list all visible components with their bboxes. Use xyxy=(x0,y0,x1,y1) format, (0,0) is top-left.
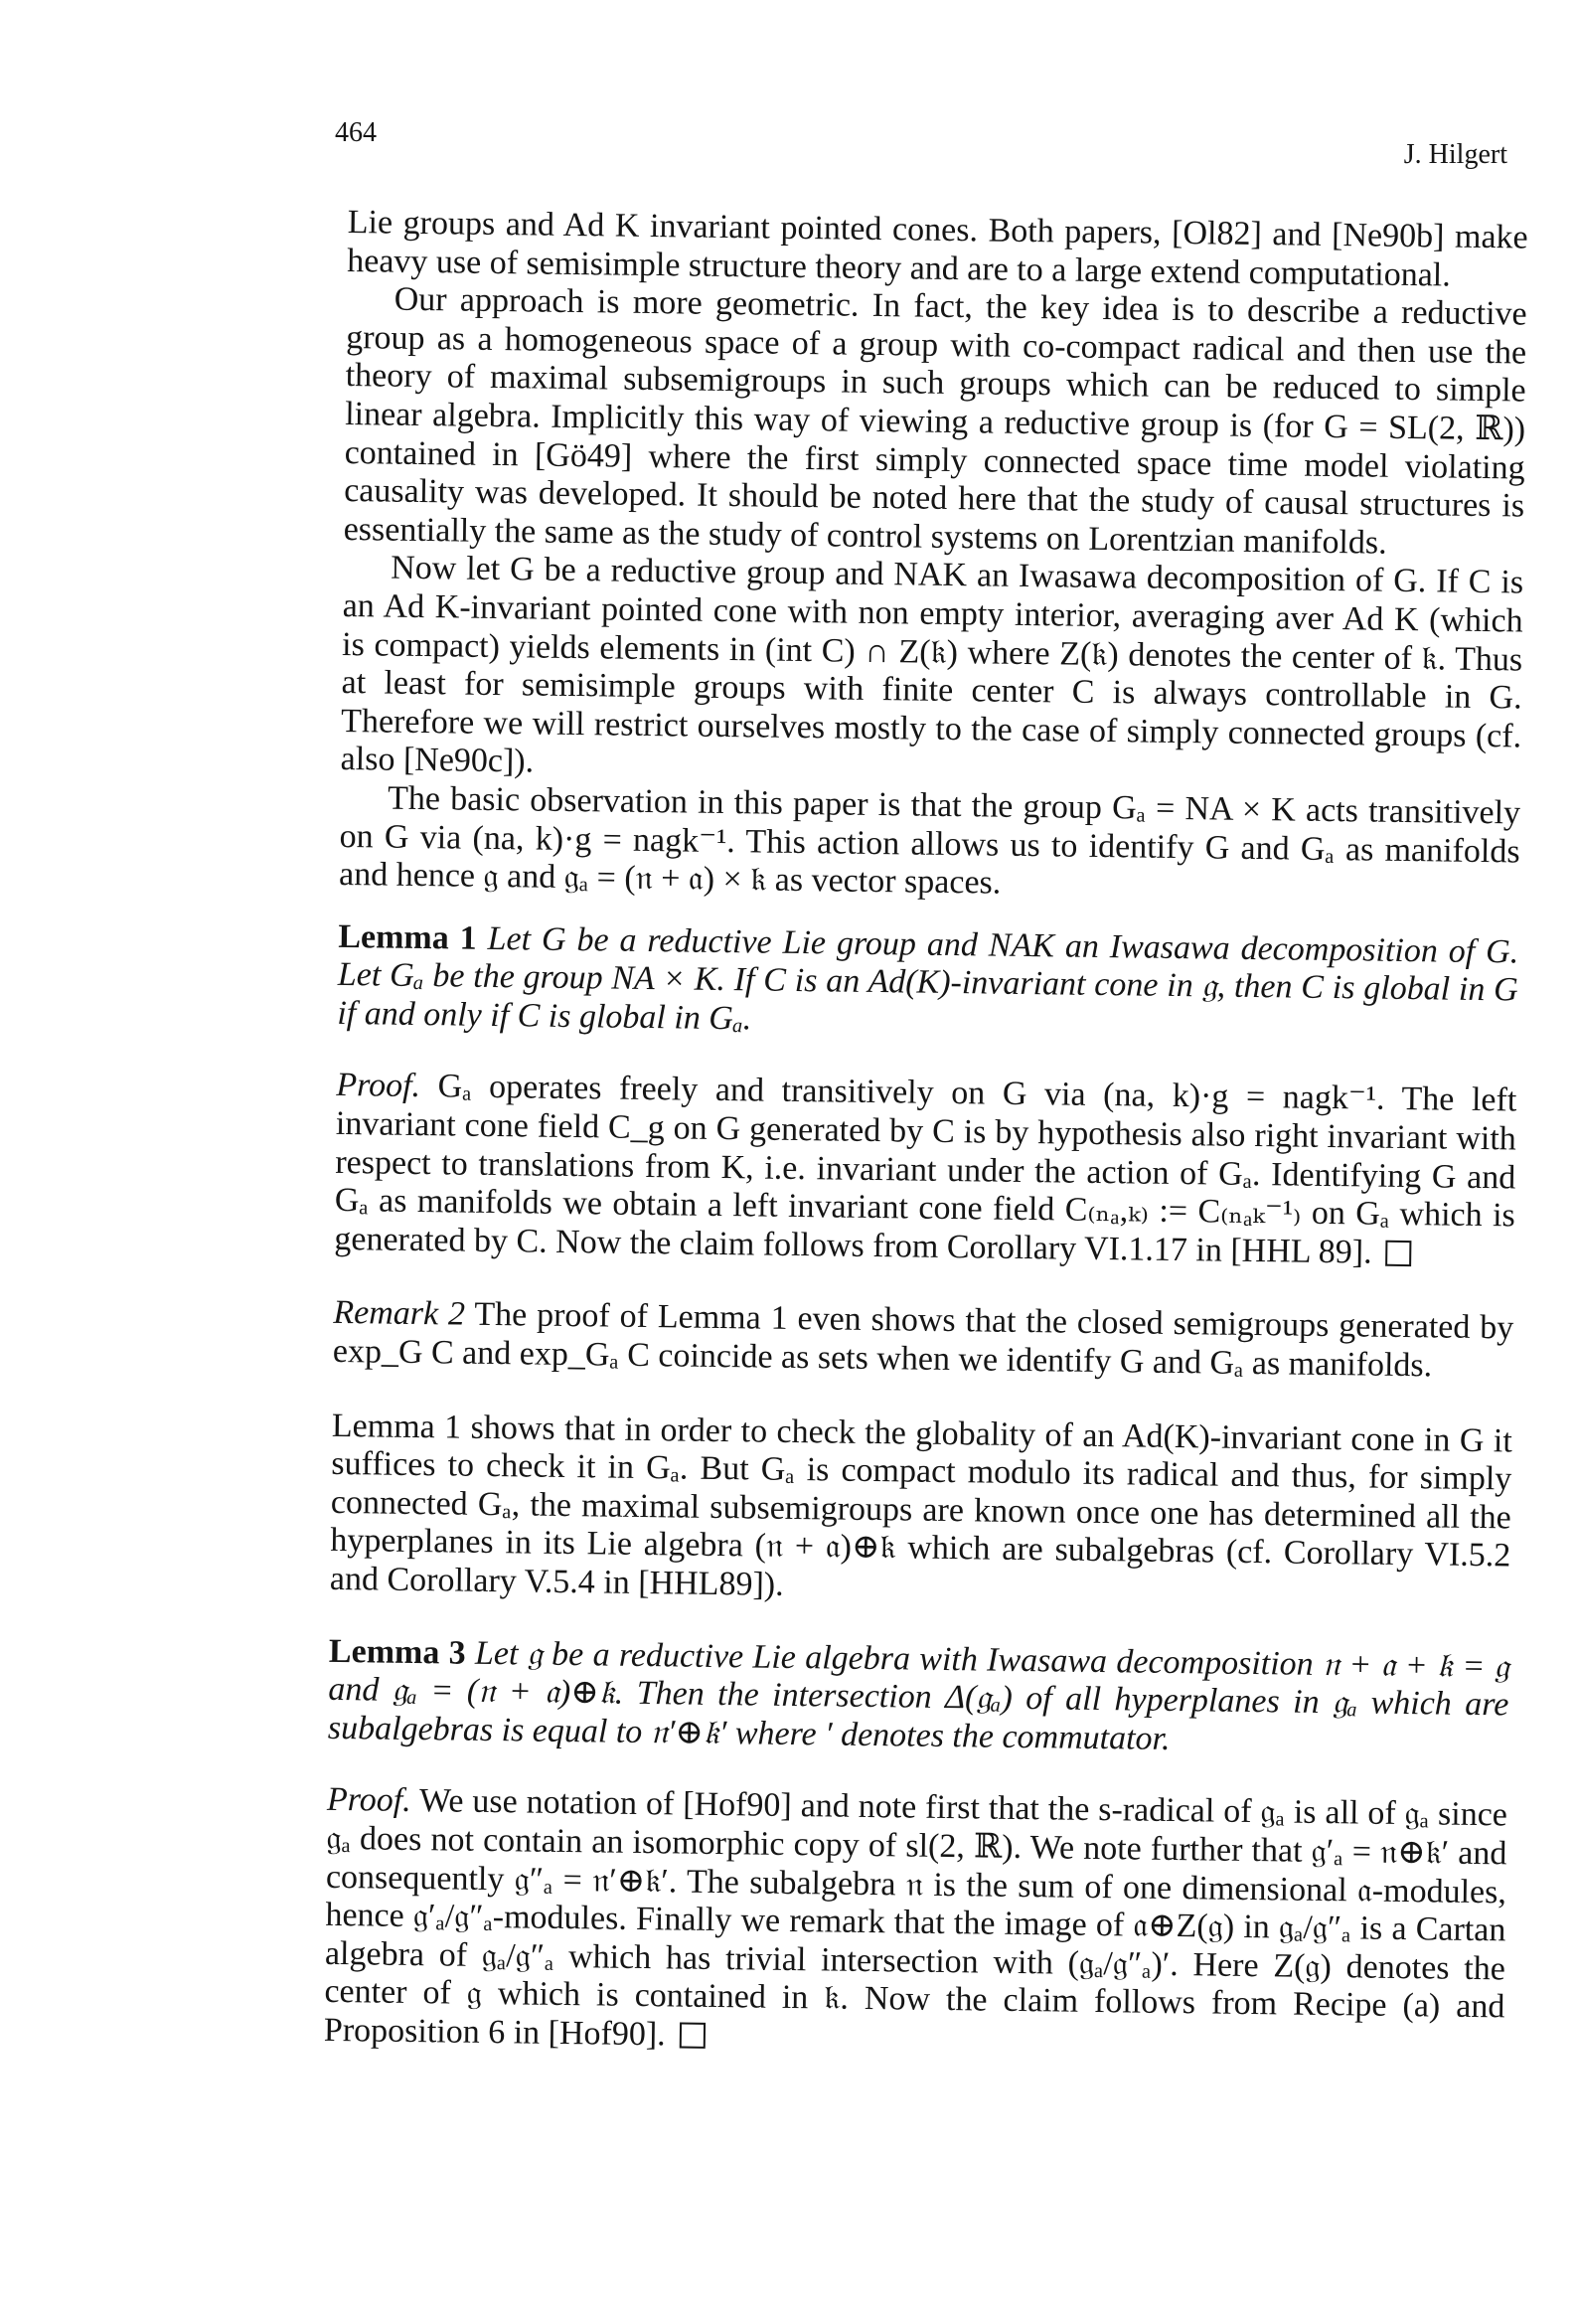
qed-box-icon xyxy=(1385,1241,1411,1266)
proof-1-text: Gₐ operates freely and transitively on G via (na, k)·g = nagk⁻¹. The left invariant cone field C_g on G generated by C is by hypothesis also right invariant with respect to translations from K, i.e. invariant under the action of Gₐ. Identifying G and Gₐ as manifolds we obtain a left invariant cone field C₍ₙₐ,ₖ₎ := C₍ₙₐₖ⁻¹₎ on Gₐ which is generated by C. Now the claim follows from Corollary VI.1.17 in [HHL 89]. xyxy=(334,1068,1517,1271)
lemma-3 xyxy=(328,1632,1509,1762)
running-head-author: J. Hilgert xyxy=(1403,139,1507,170)
remark-2-text: The proof of Lemma 1 even shows that the closed semigroups generated by exp_G C and exp_Gₐ C coincide as sets when we identify G and Gₐ as manifolds. xyxy=(332,1296,1514,1385)
lemma-1 xyxy=(337,918,1518,1049)
lemma-3-text: Let 𝔤 be a reductive Lie algebra with Iwasawa decomposition 𝔫 + 𝔞 + 𝔨 = 𝔤 and 𝔤ₐ = (𝔫 + 𝔞)⊕𝔨. Then the intersection Δ(𝔤ₐ) of all hyperplanes in 𝔤ₐ which are subalgebras is equal to 𝔫′⊕𝔨′ where ′ denotes the commutator. xyxy=(327,1634,1510,1757)
proof-1-label: Proof. xyxy=(336,1067,421,1105)
body-text xyxy=(323,204,1528,2099)
remark-2 xyxy=(333,1294,1514,1387)
paragraph-after-remark: Lemma 1 shows that in order to check the globality of an Ad(K)-invariant cone in G it suffices to check it in Gₐ. But Gₐ is compact modulo its radical and thus, for simply connected Gₐ, the maximal subsemigroups are known once one has determined all the hyperplanes in its Lie algebra (𝔫 + 𝔞)⊕𝔨 which are subalgebras (cf. Corollary VI.5.2 and Corollary V.5.4 in [HHL89]). xyxy=(329,1407,1513,1603)
lemma-1-label: Lemma 1 xyxy=(338,917,477,957)
paragraph-3: Now let G be a reductive group and NAK an Iwasawa decomposition of G. If C is an Ad K-invariant pointed cone with non empty interior, averaging aver Ad K (which is compact) yields elements in (int C) ∩ Z(𝔨) where Z(𝔨) denotes the center of 𝔨. Thus at least for semisimple groups with finite center C is always controllable in G. Therefore we will restrict ourselves mostly to the case of simply connected groups (cf. also [Ne90c]). xyxy=(340,549,1524,780)
paragraph-1: Lie groups and Ad K invariant pointed cones. Both papers, [Ol82] and [Ne90b] make heavy use of semisimple structure theory and are to a large extend computational. xyxy=(347,204,1528,294)
proof-3-label: Proof. xyxy=(326,1781,411,1820)
proof-1 xyxy=(334,1067,1516,1274)
qed-box-icon xyxy=(680,2022,706,2048)
remark-2-label: Remark 2 xyxy=(333,1294,466,1334)
lemma-3-label: Lemma 3 xyxy=(328,1632,466,1672)
proof-3 xyxy=(324,1781,1507,2066)
lemma-1-text: Let G be a reductive Lie group and NAK an Iwasawa decomposition of G. Let Gₐ be the group NA × K. If C is an Ad(K)-invariant cone in 𝔤, then C is global in G if and only if C is global in Gₐ. xyxy=(337,919,1519,1038)
paragraph-2: Our approach is more geometric. In fact, the key idea is to describe a reductive group as a homogeneous space of a group with co-compact radical and then use the theory of maximal subsemigroups in such groups which can be reduced to simple linear algebra. Implicitly this way of viewing a reductive group is (for G = SL(2, ℝ)) contained in [Gö49] where the first simply connected space time model violating causality was developed. It should be noted here that the study of causal structures is essentially the same as the study of control systems on Lorentzian manifolds. xyxy=(343,280,1527,562)
page-number: 464 xyxy=(335,117,377,148)
proof-3-text: We use notation of [Hof90] and note first that the s-radical of 𝔤ₐ is all of 𝔤ₐ since 𝔤ₐ does not contain an isomorphic copy of sl(2, ℝ). We note further that 𝔤′ₐ = 𝔫⊕𝔨′ and consequently 𝔤″ₐ = 𝔫′⊕𝔨′. The subalgebra 𝔫 is the sum of one dimensional 𝔞-modules, hence 𝔤′ₐ/𝔤″ₐ-modules. Finally we remark that the image of 𝔞⊕Z(𝔤) in 𝔤ₐ/𝔤″ₐ is a Cartan algebra of 𝔤ₐ/𝔤″ₐ which has trivial intersection with (𝔤ₐ/𝔤″ₐ)′. Here Z(𝔤) denotes the center of 𝔤 which is contained in 𝔨. Now the claim follows from Recipe (a) and Proposition 6 in [Hof90]. xyxy=(323,1782,1508,2054)
paragraph-4: The basic observation in this paper is that the group Gₐ = NA × K acts transitively on G via (na, k)·g = nagk⁻¹. This action allows us to identify G and Gₐ as manifolds and hence 𝔤 and 𝔤ₐ = (𝔫 + 𝔞) × 𝔨 as vector spaces. xyxy=(338,779,1521,902)
